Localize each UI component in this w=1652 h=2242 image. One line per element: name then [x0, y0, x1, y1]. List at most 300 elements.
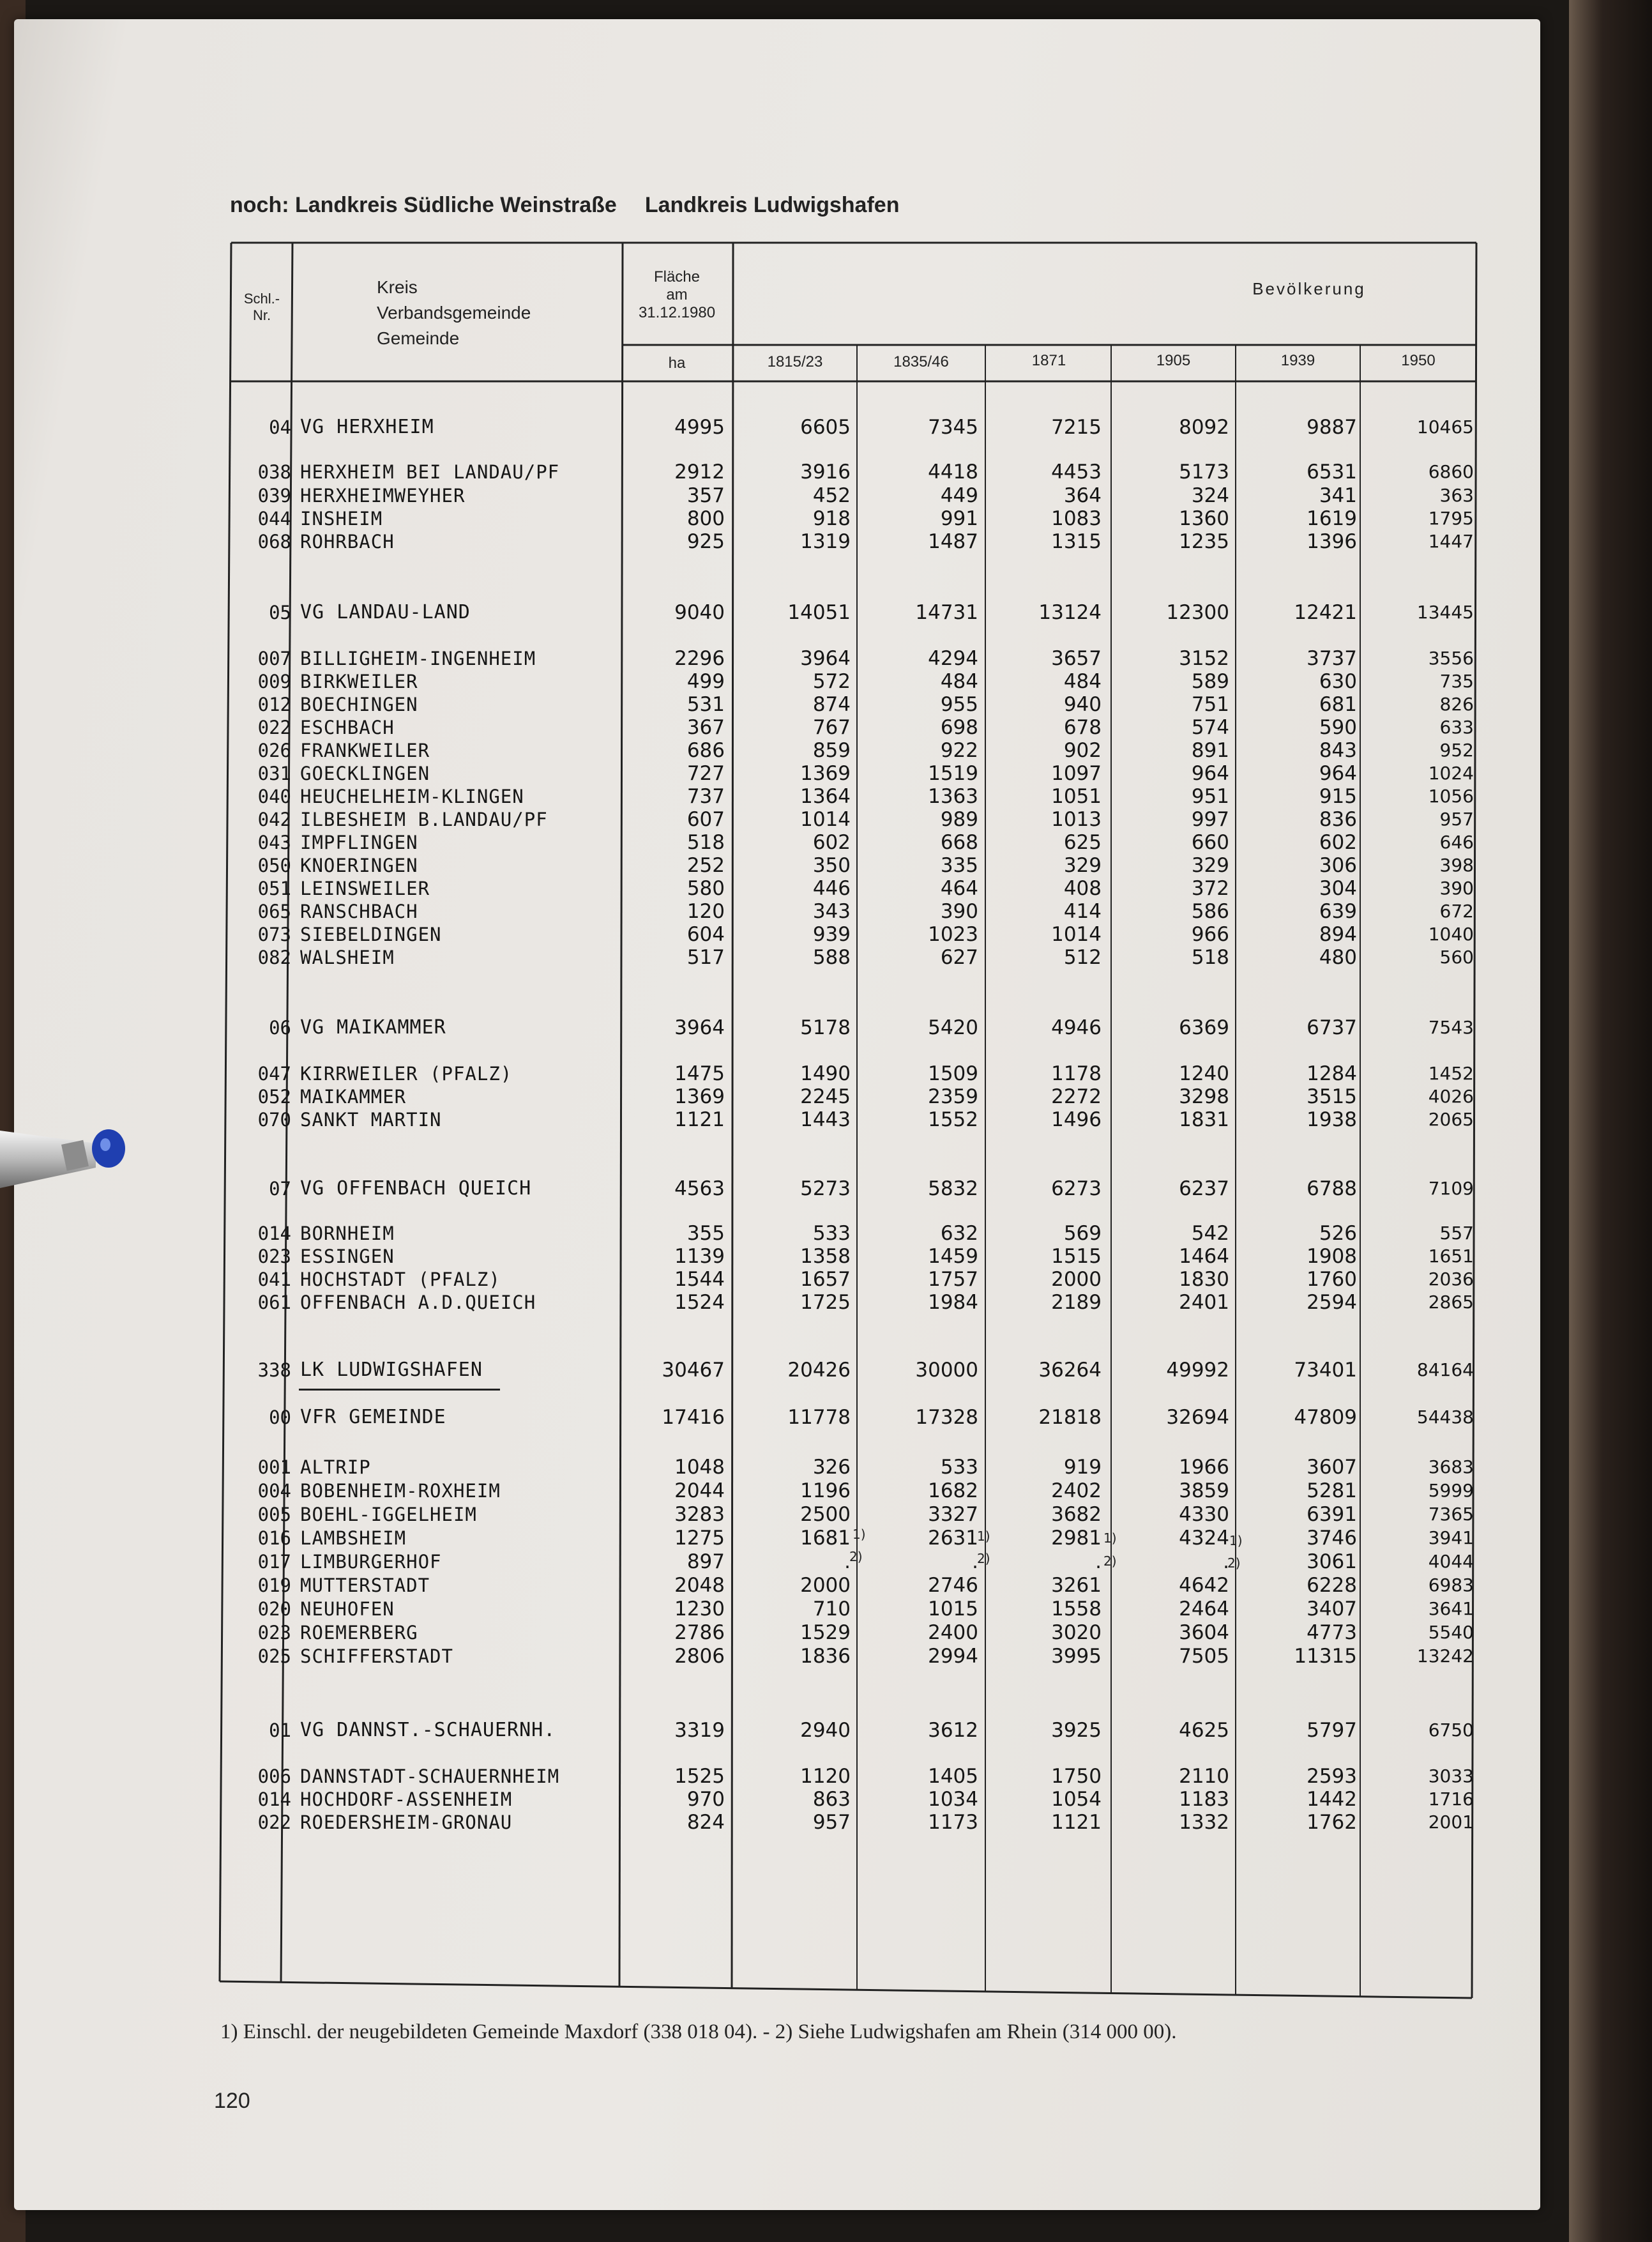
cell-name: HEUCHELHEIM-KLINGEN — [300, 786, 524, 807]
cell-schl-nr: 040 — [257, 786, 291, 807]
cell-flaeche-ha: 1139 — [674, 1245, 725, 1268]
cell-population: 625 — [1063, 831, 1102, 854]
cell-population: 632 — [940, 1222, 978, 1245]
footnote-mark-1: 1) — [1229, 1533, 1243, 1548]
cell-population: 7365 — [1428, 1504, 1474, 1525]
cell-population: 2865 — [1428, 1292, 1474, 1313]
cell-population: 1515 — [1051, 1245, 1102, 1268]
table-row — [0, 1810, 1533, 1836]
cell-schl-nr: 07 — [269, 1178, 291, 1200]
table-row-aggregate — [0, 415, 1533, 441]
cell-schl-nr: 023 — [257, 1622, 291, 1643]
cell-population: 1178 — [1051, 1062, 1102, 1085]
cell-name: DANNSTADT-SCHAUERNHEIM — [300, 1765, 560, 1787]
cell-flaeche-ha: 1525 — [674, 1765, 725, 1788]
cell-population: 480 — [1319, 946, 1357, 969]
cell-name: VG OFFENBACH QUEICH — [300, 1177, 532, 1200]
cell-flaeche-ha: 367 — [686, 716, 725, 739]
cell-population: 49992 — [1166, 1359, 1229, 1382]
cell-population: 2110 — [1179, 1765, 1229, 1788]
cell-population: 1529 — [800, 1621, 851, 1644]
cell-population: 3682 — [1051, 1503, 1102, 1526]
lk-ludwigshafen-underline — [299, 1389, 500, 1391]
cell-name: BOECHINGEN — [300, 694, 418, 715]
cell-population: 464 — [940, 877, 978, 900]
cell-population: 4773 — [1307, 1621, 1357, 1644]
cell-population: 3033 — [1428, 1765, 1474, 1787]
cell-flaeche-ha: 518 — [686, 831, 725, 854]
cell-population: 2359 — [928, 1085, 978, 1108]
cell-population: 1015 — [928, 1598, 978, 1620]
cell-population: 6750 — [1428, 1720, 1474, 1741]
cell-population: 4453 — [1051, 461, 1102, 484]
cell-population: 2631 — [928, 1527, 978, 1550]
cell-flaeche-ha: 4563 — [674, 1177, 725, 1200]
cell-population: 589 — [1191, 670, 1229, 693]
cell-population: 735 — [1439, 671, 1474, 692]
cell-flaeche-ha: 17416 — [662, 1406, 725, 1429]
table-row — [0, 738, 1533, 764]
footnote-mark-2: 2) — [849, 1549, 863, 1564]
cell-flaeche-ha: 800 — [686, 507, 725, 530]
cell-population: 484 — [940, 670, 978, 693]
cell-population: 5999 — [1428, 1480, 1474, 1501]
cell-population: 6983 — [1428, 1575, 1474, 1596]
table-row — [0, 1085, 1533, 1110]
cell-schl-nr: 042 — [257, 809, 291, 830]
cell-flaeche-ha: 925 — [686, 530, 725, 553]
cell-population: 47809 — [1294, 1406, 1357, 1429]
cell-schl-nr: 04 — [269, 416, 291, 438]
cell-schl-nr: 001 — [257, 1456, 291, 1478]
header-year-6: 1950 — [1401, 352, 1436, 369]
cell-name: ALTRIP — [300, 1456, 371, 1478]
cell-population: 2400 — [928, 1621, 978, 1644]
cell-population: 668 — [940, 831, 978, 854]
cell-population: 1054 — [1051, 1788, 1102, 1811]
cell-population: 3941 — [1428, 1527, 1474, 1548]
cell-flaeche-ha: 1544 — [674, 1268, 725, 1291]
cell-population: 4330 — [1179, 1503, 1229, 1526]
cell-population: 2981 — [1051, 1527, 1102, 1550]
cell-population: 918 — [812, 507, 851, 530]
footnote-mark-2: 2) — [1103, 1553, 1117, 1569]
cell-population: 1682 — [928, 1479, 978, 1502]
cell-population: 7543 — [1428, 1017, 1474, 1038]
cell-population: 6391 — [1307, 1503, 1357, 1526]
cell-population: 572 — [812, 670, 851, 693]
cell-population: 1725 — [800, 1291, 851, 1314]
table-row — [0, 1502, 1533, 1528]
cell-name: LEINSWEILER — [300, 878, 430, 899]
cell-name: WALSHEIM — [300, 947, 395, 968]
cell-population: 10465 — [1416, 416, 1474, 438]
cell-population: 3859 — [1179, 1479, 1229, 1502]
cell-population: 512 — [1063, 946, 1102, 969]
cell-flaeche-ha: 357 — [686, 484, 725, 507]
cell-population: 7109 — [1428, 1178, 1474, 1199]
footnote-mark-2: 2) — [977, 1551, 990, 1566]
cell-population: 586 — [1191, 900, 1229, 923]
cell-population: 1315 — [1051, 530, 1102, 553]
cell-population: 5273 — [800, 1177, 851, 1200]
cell-population: 1014 — [1051, 923, 1102, 946]
cell-schl-nr: 026 — [257, 740, 291, 761]
cell-name: GOECKLINGEN — [300, 763, 430, 784]
cell-population: 329 — [1063, 854, 1102, 877]
cell-population: 5797 — [1307, 1719, 1357, 1742]
cell-flaeche-ha: 604 — [686, 923, 725, 946]
cell-population: 826 — [1439, 694, 1474, 715]
cell-flaeche-ha: 897 — [686, 1550, 725, 1573]
table-row — [0, 876, 1533, 902]
cell-flaeche-ha: 3319 — [674, 1719, 725, 1742]
cell-population: 449 — [940, 484, 978, 507]
cell-name: SANKT MARTIN — [300, 1109, 442, 1131]
cell-population: 2272 — [1051, 1085, 1102, 1108]
cell-population: 408 — [1063, 877, 1102, 900]
cell-population: 7215 — [1051, 416, 1102, 439]
table-row-aggregate — [0, 600, 1533, 626]
cell-schl-nr: 061 — [257, 1292, 291, 1313]
cell-name: MAIKAMMER — [300, 1086, 407, 1108]
cell-schl-nr: 009 — [257, 671, 291, 692]
cell-schl-nr: 065 — [257, 901, 291, 922]
cell-population: 7345 — [928, 416, 978, 439]
cell-schl-nr: 338 — [257, 1359, 291, 1381]
cell-schl-nr: 068 — [257, 531, 291, 553]
cell-schl-nr: 039 — [257, 485, 291, 507]
table-row — [0, 507, 1533, 532]
cell-population: 3604 — [1179, 1621, 1229, 1644]
cell-population: 678 — [1063, 716, 1102, 739]
cell-population: 4946 — [1051, 1016, 1102, 1039]
cell-population: 2000 — [1051, 1268, 1102, 1291]
cell-population: 1908 — [1307, 1245, 1357, 1268]
cell-name: BOEHL-IGGELHEIM — [300, 1504, 477, 1525]
cell-population: 3683 — [1428, 1456, 1474, 1477]
cell-population: 6531 — [1307, 461, 1357, 484]
cell-schl-nr: 070 — [257, 1109, 291, 1131]
cell-population: 36264 — [1038, 1359, 1102, 1382]
cell-population: 398 — [1439, 855, 1474, 876]
cell-population: 1464 — [1179, 1245, 1229, 1268]
cell-schl-nr: 031 — [257, 763, 291, 784]
cell-population: 14051 — [787, 601, 851, 624]
cell-population: 1024 — [1428, 763, 1474, 784]
table-footnote: 1) Einschl. der neugebildeten Gemeinde Maxdorf (338 018 04). - 2) Siehe Ludwigshafen am Rhein (314 000 00). — [220, 2020, 1177, 2043]
header-year-5: 1939 — [1280, 352, 1315, 369]
cell-population: 1240 — [1179, 1062, 1229, 1085]
cell-population: 3746 — [1307, 1527, 1357, 1550]
cell-population: 3061 — [1307, 1550, 1357, 1573]
cell-population: 1319 — [800, 530, 851, 553]
cell-population: 1509 — [928, 1062, 978, 1085]
cell-schl-nr: 025 — [257, 1645, 291, 1667]
cell-schl-nr: 043 — [257, 832, 291, 853]
cell-flaeche-ha: 517 — [686, 946, 725, 969]
table-row — [0, 1267, 1533, 1293]
cell-population: 672 — [1439, 901, 1474, 922]
cell-population: 997 — [1191, 808, 1229, 831]
cell-population: 341 — [1319, 484, 1357, 507]
cell-population: 8092 — [1179, 416, 1229, 439]
cell-population: 569 — [1063, 1222, 1102, 1245]
pen-image — [0, 1118, 134, 1194]
cell-population: 6273 — [1051, 1177, 1102, 1200]
cell-population: 518 — [1191, 946, 1229, 969]
cell-population: 1120 — [800, 1765, 851, 1788]
cell-population: 5173 — [1179, 461, 1229, 484]
cell-schl-nr: 041 — [257, 1269, 291, 1290]
cell-population: 1795 — [1428, 508, 1474, 529]
header-schl-nr: Schl.- Nr. — [243, 291, 280, 323]
cell-population: 4324 — [1179, 1527, 1229, 1550]
cell-population: . — [1095, 1550, 1102, 1573]
cell-population: 952 — [1439, 740, 1474, 761]
cell-population: 1040 — [1428, 924, 1474, 945]
cell-population: 2402 — [1051, 1479, 1102, 1502]
cell-population: 633 — [1439, 717, 1474, 738]
cell-name: BOBENHEIM-ROXHEIM — [300, 1480, 501, 1502]
cell-schl-nr: 073 — [257, 924, 291, 945]
cell-schl-nr: 017 — [257, 1551, 291, 1573]
cell-population: 557 — [1439, 1223, 1474, 1244]
cell-schl-nr: 014 — [257, 1788, 291, 1810]
cell-population: 1023 — [928, 923, 978, 946]
cell-schl-nr: 052 — [257, 1086, 291, 1108]
header-bevoelkerung: Bevölkerung — [1252, 279, 1366, 298]
cell-population: 13445 — [1416, 602, 1474, 623]
cell-population: 1452 — [1428, 1063, 1474, 1084]
cell-name: IMPFLINGEN — [300, 832, 418, 853]
cell-name: ESCHBACH — [300, 717, 395, 738]
cell-name: BIRKWEILER — [300, 671, 418, 692]
cell-name: ILBESHEIM B.LANDAU/PF — [300, 809, 548, 830]
cell-flaeche-ha: 580 — [686, 877, 725, 900]
cell-name: LIMBURGERHOF — [300, 1551, 442, 1573]
cell-population: 681 — [1319, 693, 1357, 716]
cell-population: 364 — [1063, 484, 1102, 507]
cell-population: 991 — [940, 507, 978, 530]
table-row — [0, 922, 1533, 948]
cell-population: 1396 — [1307, 530, 1357, 553]
cell-schl-nr: 016 — [257, 1527, 291, 1549]
cell-population: 1619 — [1307, 507, 1357, 530]
cell-flaeche-ha: 2786 — [674, 1621, 725, 1644]
cell-population: 3556 — [1428, 648, 1474, 669]
cell-schl-nr: 022 — [257, 1811, 291, 1833]
cell-population: . — [1223, 1550, 1229, 1573]
table-row — [0, 1764, 1533, 1790]
cell-population: 1447 — [1428, 531, 1474, 552]
cell-schl-nr: 051 — [257, 878, 291, 899]
header-flaeche: Fläche am 31.12.1980 — [638, 268, 716, 321]
cell-schl-nr: 007 — [257, 648, 291, 669]
cell-population: 1034 — [928, 1788, 978, 1811]
cell-population: 1831 — [1179, 1108, 1229, 1131]
cell-population: 2464 — [1179, 1598, 1229, 1620]
cell-population: 390 — [1439, 878, 1474, 899]
cell-population: 1760 — [1307, 1268, 1357, 1291]
cell-population: 1183 — [1179, 1788, 1229, 1811]
cell-name: BILLIGHEIM-INGENHEIM — [300, 648, 536, 669]
cell-flaeche-ha: 686 — [686, 739, 725, 762]
cell-flaeche-ha: 499 — [686, 670, 725, 693]
cell-population: 17328 — [915, 1406, 978, 1429]
cell-population: 4625 — [1179, 1719, 1229, 1742]
cell-population: 3607 — [1307, 1456, 1357, 1479]
cell-population: 3515 — [1307, 1085, 1357, 1108]
table-row — [0, 1108, 1533, 1133]
header-unit: ha — [668, 355, 686, 372]
cell-flaeche-ha: 1230 — [674, 1598, 725, 1620]
cell-population: 951 — [1191, 785, 1229, 808]
cell-population: 6605 — [800, 416, 851, 439]
cell-population: 306 — [1319, 854, 1357, 877]
cell-population: 894 — [1319, 923, 1357, 946]
table-row — [0, 669, 1533, 695]
cell-name: LAMBSHEIM — [300, 1527, 407, 1549]
cell-population: 639 — [1319, 900, 1357, 923]
table-row — [0, 830, 1533, 856]
cell-flaeche-ha: 531 — [686, 693, 725, 716]
cell-schl-nr: 047 — [257, 1063, 291, 1085]
cell-population: 2001 — [1428, 1811, 1474, 1833]
cell-population: 1196 — [800, 1479, 851, 1502]
cell-population: 2189 — [1051, 1291, 1102, 1314]
cell-population: 324 — [1191, 484, 1229, 507]
cell-name: KIRRWEILER (PFALZ) — [300, 1063, 513, 1085]
cell-population: 964 — [1191, 762, 1229, 785]
cell-population: 919 — [1063, 1456, 1102, 1479]
cell-population: 1938 — [1307, 1108, 1357, 1131]
cell-population: 21818 — [1038, 1406, 1102, 1429]
cell-flaeche-ha: 727 — [686, 762, 725, 785]
cell-population: 1681 — [800, 1527, 851, 1550]
cell-flaeche-ha: 970 — [686, 1788, 725, 1811]
cell-flaeche-ha: 2912 — [674, 461, 725, 484]
cell-population: 30000 — [915, 1359, 978, 1382]
cell-population: 1405 — [928, 1765, 978, 1788]
heading-second: Landkreis Ludwigshafen — [644, 193, 900, 217]
cell-population: . — [972, 1550, 978, 1573]
cell-population: 3298 — [1179, 1085, 1229, 1108]
cell-name: BORNHEIM — [300, 1223, 395, 1244]
cell-population: 2746 — [928, 1574, 978, 1597]
cell-population: 964 — [1319, 762, 1357, 785]
cell-name: ESSINGEN — [300, 1246, 395, 1267]
cell-population: 326 — [812, 1456, 851, 1479]
cell-flaeche-ha: 120 — [686, 900, 725, 923]
cell-schl-nr: 004 — [257, 1480, 291, 1502]
cell-population: 602 — [1319, 831, 1357, 854]
cell-flaeche-ha: 252 — [686, 854, 725, 877]
cell-population: 1363 — [928, 785, 978, 808]
cell-population: 390 — [940, 900, 978, 923]
cell-population: 574 — [1191, 716, 1229, 739]
cell-population: 5178 — [800, 1016, 851, 1039]
table-row-aggregate — [0, 1358, 1533, 1384]
cell-population: 767 — [812, 716, 851, 739]
cell-population: 84164 — [1416, 1359, 1474, 1380]
cell-population: 1443 — [800, 1108, 851, 1131]
cell-population: 1552 — [928, 1108, 978, 1131]
cell-population: 3916 — [800, 461, 851, 484]
cell-population: 2000 — [800, 1574, 851, 1597]
cell-population: 3020 — [1051, 1621, 1102, 1644]
cell-population: 12300 — [1166, 601, 1229, 624]
table-row — [0, 692, 1533, 718]
cell-population: 940 — [1063, 693, 1102, 716]
cell-schl-nr: 012 — [257, 694, 291, 715]
cell-schl-nr: 019 — [257, 1575, 291, 1596]
footnote-mark-1: 1) — [853, 1527, 866, 1542]
cell-flaeche-ha: 1121 — [674, 1108, 725, 1131]
table-row — [0, 899, 1533, 925]
cell-flaeche-ha: 30467 — [662, 1359, 725, 1382]
cell-name: HERXHEIMWEYHER — [300, 485, 466, 507]
cell-population: 13242 — [1416, 1645, 1474, 1666]
cell-population: 3327 — [928, 1503, 978, 1526]
cell-population: 957 — [1439, 809, 1474, 830]
cell-population: 6788 — [1307, 1177, 1357, 1200]
table-row — [0, 1620, 1533, 1646]
cell-flaeche-ha: 3283 — [674, 1503, 725, 1526]
cell-population: 1490 — [800, 1062, 851, 1085]
cell-population: 1984 — [928, 1291, 978, 1314]
cell-schl-nr: 020 — [257, 1598, 291, 1620]
cell-population: 3964 — [800, 647, 851, 670]
cell-population: 12421 — [1294, 601, 1357, 624]
cell-population: 4026 — [1428, 1086, 1474, 1107]
table-row — [0, 1479, 1533, 1504]
cell-population: . — [844, 1550, 851, 1573]
cell-population: 3657 — [1051, 647, 1102, 670]
cell-name: VG HERXHEIM — [300, 416, 434, 438]
cell-population: 6737 — [1307, 1016, 1357, 1039]
header-year-4: 1905 — [1156, 352, 1191, 369]
cell-flaeche-ha: 1369 — [674, 1085, 725, 1108]
cell-schl-nr: 014 — [257, 1223, 291, 1244]
cell-name: VFR GEMEINDE — [300, 1406, 446, 1428]
cell-population: 7505 — [1179, 1645, 1229, 1668]
table-row — [0, 1062, 1533, 1087]
cell-population: 627 — [940, 946, 978, 969]
cell-population: 1442 — [1307, 1788, 1357, 1811]
cell-flaeche-ha: 2048 — [674, 1574, 725, 1597]
cell-name: FRANKWEILER — [300, 740, 430, 761]
cell-population: 630 — [1319, 670, 1357, 693]
cell-population: 902 — [1063, 739, 1102, 762]
cell-name: RANSCHBACH — [300, 901, 418, 922]
cell-population: 590 — [1319, 716, 1357, 739]
header-kreis: Kreis Verbandsgemeinde Gemeinde — [377, 277, 531, 348]
cell-population: 1750 — [1051, 1765, 1102, 1788]
cell-population: 891 — [1191, 739, 1229, 762]
cell-population: 5540 — [1428, 1622, 1474, 1643]
cell-population: 533 — [812, 1222, 851, 1245]
cell-population: 1360 — [1179, 507, 1229, 530]
table-row-aggregate — [0, 1718, 1533, 1744]
cell-population: 1364 — [800, 785, 851, 808]
cell-population: 1284 — [1307, 1062, 1357, 1085]
cell-population: 3641 — [1428, 1598, 1474, 1619]
cell-flaeche-ha: 2044 — [674, 1479, 725, 1502]
table-row — [0, 1644, 1533, 1670]
cell-schl-nr: 023 — [257, 1246, 291, 1267]
cell-population: 3152 — [1179, 647, 1229, 670]
